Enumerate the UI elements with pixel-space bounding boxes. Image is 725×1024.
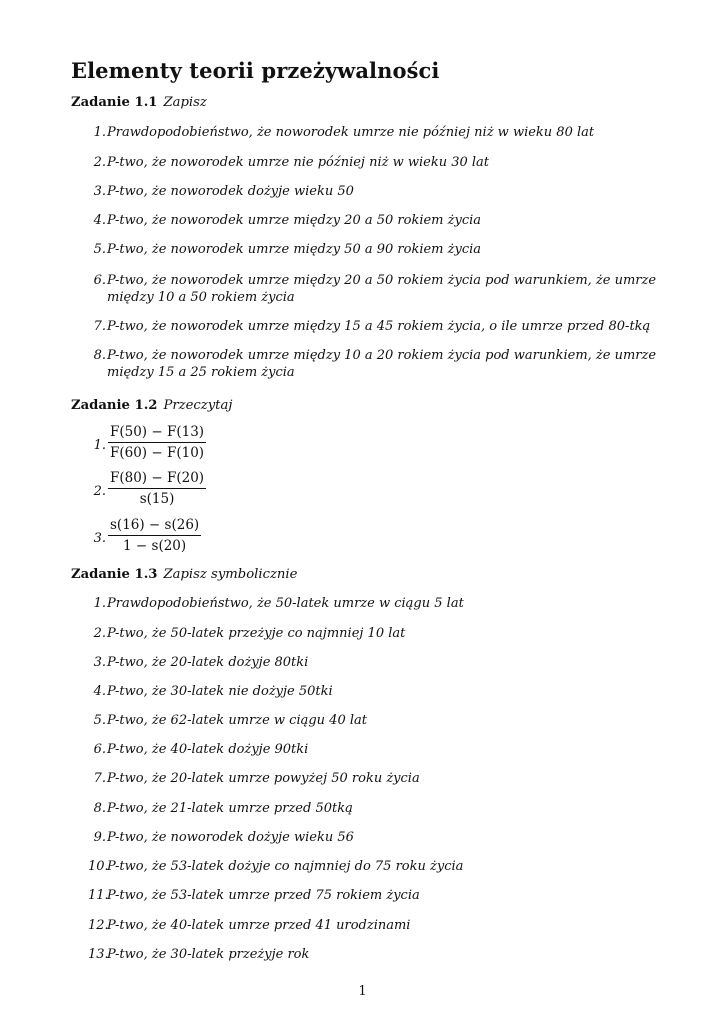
item-number: 3.: [93, 655, 106, 670]
item-text: P-two, że 62-latek umrze w ciągu 40 lat: [107, 713, 367, 728]
item-text: P-two, że 21-latek umrze przed 50tką: [107, 801, 353, 816]
task-1-instruction: Zapisz: [163, 95, 207, 110]
task-3-item: [88, 770, 700, 787]
fraction-numerator: F(50) − F(13): [108, 424, 206, 443]
item-number: 10.: [88, 859, 109, 874]
fraction-numerator: F(80) − F(20): [108, 470, 206, 489]
task-1-item: [88, 212, 700, 229]
task-1-item: [88, 124, 700, 141]
fraction-denominator: F(60) − F(10): [110, 445, 205, 461]
item-text: P-two, że 40-latek umrze przed 41 urodzinami: [107, 918, 411, 933]
item-text: P-two, że noworodek umrze nie później niż w wieku 30 lat: [107, 155, 490, 170]
item-number: 2.: [93, 484, 106, 499]
task-3-item: [88, 683, 700, 700]
item-text: P-two, że noworodek umrze między 20 a 50 rokiem życia pod warunkiem, że umrze między 10 a 50 rokiem życia: [107, 273, 657, 305]
item-number: 3.: [93, 184, 106, 199]
item-text: P-two, że 53-latek umrze przed 75 rokiem życia: [107, 888, 420, 903]
task-3-heading: [71, 567, 297, 582]
page-number: 1: [358, 984, 367, 999]
fraction: [108, 470, 206, 507]
task-1-item: [88, 272, 700, 306]
task-2-instruction: Przeczytaj: [163, 398, 233, 413]
task-2-label: Zadanie 1.2: [71, 398, 158, 413]
task-3-item: [88, 858, 700, 875]
task-1-label: Zadanie 1.1: [71, 95, 158, 110]
item-number: 4.: [93, 213, 106, 228]
task-3-item: [88, 712, 700, 729]
item-number: 9.: [93, 830, 106, 845]
item-text: P-two, że noworodek dożyje wieku 50: [107, 184, 354, 199]
task-3-label: Zadanie 1.3: [71, 567, 158, 582]
item-number: 6.: [93, 742, 106, 757]
item-number: 8.: [93, 348, 106, 363]
item-number: 5.: [93, 242, 106, 257]
task-3-item: [88, 654, 700, 671]
item-text: P-two, że noworodek umrze między 10 a 20 rokiem życia pod warunkiem, że umrze między 15 a 25 rokiem życia: [107, 348, 657, 380]
item-text: Prawdopodobieństwo, że noworodek umrze nie później niż w wieku 80 lat: [107, 125, 595, 140]
item-number: 1.: [93, 125, 106, 140]
item-text: P-two, że 53-latek dożyje co najmniej do 75 roku życia: [107, 859, 464, 874]
task-1-item: [88, 347, 700, 381]
task-3-item: [88, 800, 700, 817]
task-3-item: [88, 946, 700, 963]
item-text: P-two, że noworodek dożyje wieku 56: [107, 830, 354, 845]
task-2-heading: [71, 398, 232, 413]
fraction-denominator: s(15): [139, 491, 175, 507]
task-3-item: [88, 917, 700, 934]
item-number: 3.: [93, 531, 106, 546]
fraction: [108, 517, 201, 554]
task-1-item: [88, 318, 700, 335]
item-number: 7.: [93, 771, 106, 786]
item-number: 6.: [93, 273, 106, 288]
item-number: 8.: [93, 801, 106, 816]
item-text: P-two, że 20-latek dożyje 80tki: [107, 655, 309, 670]
task-3-item: [88, 829, 700, 846]
task-1-item: [88, 183, 700, 200]
item-number: 11.: [88, 888, 109, 903]
item-text: P-two, że noworodek umrze między 50 a 90 rokiem życia: [107, 242, 482, 257]
item-number: 5.: [93, 713, 106, 728]
item-text: P-two, że 40-latek dożyje 90tki: [107, 742, 309, 757]
item-number: 1.: [93, 438, 106, 453]
item-text: P-two, że noworodek umrze między 15 a 45 rokiem życia, o ile umrze przed 80-tką: [107, 319, 651, 334]
task-3-item: [88, 595, 700, 612]
task-1-heading: [71, 95, 207, 110]
fraction: [108, 424, 206, 461]
item-number: 2.: [93, 626, 106, 641]
fraction-numerator: s(16) − s(26): [108, 517, 201, 536]
task-1-item: [88, 241, 700, 258]
fraction-denominator: 1 − s(20): [123, 538, 187, 554]
item-number: 2.: [93, 155, 106, 170]
task-1-item: [88, 154, 700, 171]
item-text: P-two, że 20-latek umrze powyżej 50 roku życia: [107, 771, 420, 786]
item-text: Prawdopodobieństwo, że 50-latek umrze w ciągu 5 lat: [107, 596, 464, 611]
item-text: P-two, że noworodek umrze między 20 a 50 rokiem życia: [107, 213, 482, 228]
item-number: 13.: [88, 947, 109, 962]
item-number: 7.: [93, 319, 106, 334]
item-text: P-two, że 50-latek przeżyje co najmniej 10 lat: [107, 626, 406, 641]
task-3-item: [88, 741, 700, 758]
page-title: Elementy teorii przeżywalności: [71, 58, 440, 83]
task-3-instruction: Zapisz symbolicznie: [163, 567, 298, 582]
item-text: P-two, że 30-latek nie dożyje 50tki: [107, 684, 333, 699]
task-3-item: [88, 887, 700, 904]
item-number: 1.: [93, 596, 106, 611]
item-text: P-two, że 30-latek przeżyje rok: [107, 947, 310, 962]
item-number: 12.: [88, 918, 109, 933]
task-3-item: [88, 625, 700, 642]
item-number: 4.: [93, 684, 106, 699]
